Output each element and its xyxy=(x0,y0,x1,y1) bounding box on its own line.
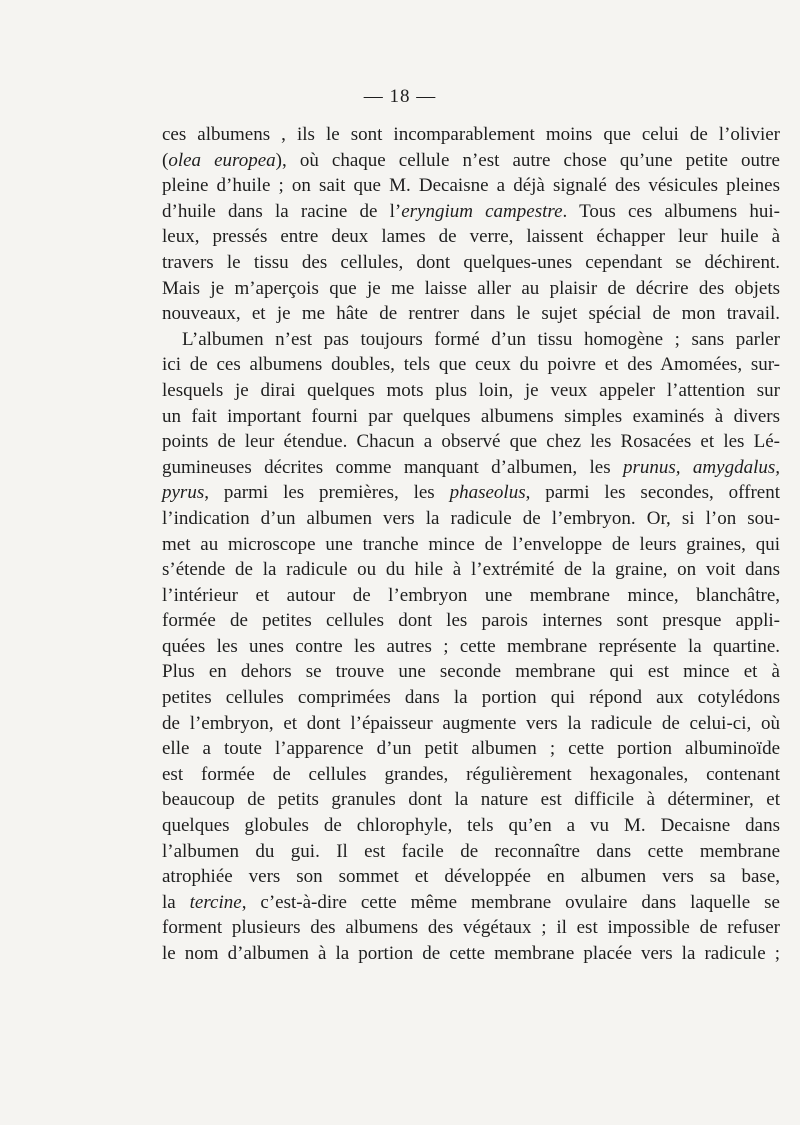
text-run: forment plusieurs des albumens des végétaux ; il est impossible de refuser xyxy=(162,917,780,939)
body-text xyxy=(162,122,780,967)
text-run: ici de ces albumens doubles, tels que ceux du poivre et des Amomées, sur- xyxy=(162,354,780,376)
text-run: l’indication d’un albumen vers la radicule de l’embryon. Or, si l’on sou- xyxy=(162,507,780,529)
text-line xyxy=(162,915,780,941)
italic-term: eryngium campestre xyxy=(401,200,563,222)
text-line xyxy=(162,659,780,685)
text-line xyxy=(162,890,780,916)
text-line xyxy=(162,608,780,634)
text-run: atrophiée vers son sommet et développée en albumen vers sa base, xyxy=(162,866,780,888)
text-line xyxy=(162,224,780,250)
text-line xyxy=(162,787,780,813)
text-line xyxy=(162,634,780,660)
text-run: quelques globules de chlorophyle, tels qu’en a vu M. Decaisne dans xyxy=(162,815,780,837)
text-run: la xyxy=(162,891,190,913)
text-run: travers le tissu des cellules, dont quelques-unes cependant se déchirent. xyxy=(162,251,780,273)
text-line xyxy=(162,378,780,404)
text-line xyxy=(162,506,780,532)
italic-term: prunus, amygdalus, xyxy=(623,456,780,478)
text-line xyxy=(162,404,780,430)
text-line xyxy=(162,122,780,148)
text-run: d’huile dans la racine de l’ xyxy=(162,200,402,222)
text-run: beaucoup de petits granules dont la nature est difficile à déterminer, et xyxy=(162,789,780,811)
text-run: ), où chaque cellule n’est autre chose qu’une petite outre xyxy=(275,149,780,171)
text-run: , parmi les premières, les xyxy=(204,482,450,504)
text-run: formée de petites cellules dont les parois internes sont presque appli- xyxy=(162,610,780,632)
text-run: l’albumen du gui. Il est facile de reconnaître dans cette membrane xyxy=(162,840,780,862)
text-line xyxy=(162,864,780,890)
text-line xyxy=(162,429,780,455)
text-line xyxy=(162,327,780,353)
text-run: Mais je m’aperçois que je me laisse aller au plaisir de décrire des objets xyxy=(162,277,780,299)
text-run: , c’est-à-dire cette même membrane ovulaire dans laquelle se xyxy=(241,891,780,913)
italic-term: pyrus xyxy=(162,482,205,504)
text-run: elle a toute l’apparence d’un petit albumen ; cette portion albuminoïde xyxy=(162,738,780,760)
italic-term: tercine xyxy=(189,891,242,913)
text-run: de l’embryon, et dont l’épaisseur augmente vers la radicule de celui-ci, où xyxy=(162,712,780,734)
italic-term: olea europea xyxy=(168,149,276,171)
text-line xyxy=(162,557,780,583)
text-line xyxy=(162,711,780,737)
text-line xyxy=(162,839,780,865)
text-line xyxy=(162,352,780,378)
text-line xyxy=(162,941,780,967)
text-run: leux, pressés entre deux lames de verre, laissent échapper leur huile à xyxy=(162,226,780,248)
text-run: le nom d’albumen à la portion de cette membrane placée vers la radicule ; xyxy=(162,943,780,964)
text-line xyxy=(162,148,780,174)
text-line xyxy=(162,301,780,327)
text-run: petites cellules comprimées dans la portion qui répond aux cotylédons xyxy=(162,687,780,709)
text-line xyxy=(162,480,780,506)
text-run: gumineuses décrites comme manquant d’albumen, les xyxy=(162,456,623,478)
text-line xyxy=(162,532,780,558)
text-run: ces albumens , ils le sont incomparablement moins que celui de l’olivier xyxy=(162,124,780,145)
text-run: s’étende de la radicule ou du hile à l’extrémité de la graine, on voit dans xyxy=(162,559,780,581)
text-run: ( xyxy=(162,149,169,171)
text-run: nouveaux, et je me hâte de rentrer dans le sujet spécial de mon travail. xyxy=(162,303,780,325)
text-run: L’albumen n’est pas toujours formé d’un tissu homogène ; sans parler xyxy=(182,328,780,350)
text-run: , parmi les secondes, offrent xyxy=(525,482,780,504)
text-run: l’intérieur et autour de l’embryon une membrane mince, blanchâtre, xyxy=(162,584,780,606)
text-run: . Tous ces albumens hui- xyxy=(562,200,780,222)
text-run: pleine d’huile ; on sait que M. Decaisne a déjà signalé des vésicules pleines xyxy=(162,175,780,197)
text-line xyxy=(162,813,780,839)
text-line xyxy=(162,276,780,302)
text-run: Plus en dehors se trouve une seconde membrane qui est mince et à xyxy=(162,661,780,683)
text-line xyxy=(162,250,780,276)
text-run: est formée de cellules grandes, régulièrement hexagonales, contenant xyxy=(162,763,780,785)
text-line xyxy=(162,685,780,711)
text-line xyxy=(162,736,780,762)
text-line xyxy=(162,762,780,788)
text-run: un fait important fourni par quelques albumens simples examinés à divers xyxy=(162,405,780,427)
text-run: points de leur étendue. Chacun a observé que chez les Rosacées et les Lé- xyxy=(162,431,780,453)
text-line xyxy=(162,455,780,481)
italic-term: phaseolus xyxy=(449,482,526,504)
text-run: lesquels je dirai quelques mots plus loin, je veux appeler l’attention sur xyxy=(162,379,780,401)
text-line xyxy=(162,199,780,225)
page-number: — 18 — xyxy=(363,86,437,107)
text-run: met au microscope une tranche mince de l’enveloppe de leurs graines, qui xyxy=(162,533,780,555)
text-line xyxy=(162,583,780,609)
text-line xyxy=(162,173,780,199)
text-run: quées les unes contre les autres ; cette membrane représente la quartine. xyxy=(162,635,780,657)
